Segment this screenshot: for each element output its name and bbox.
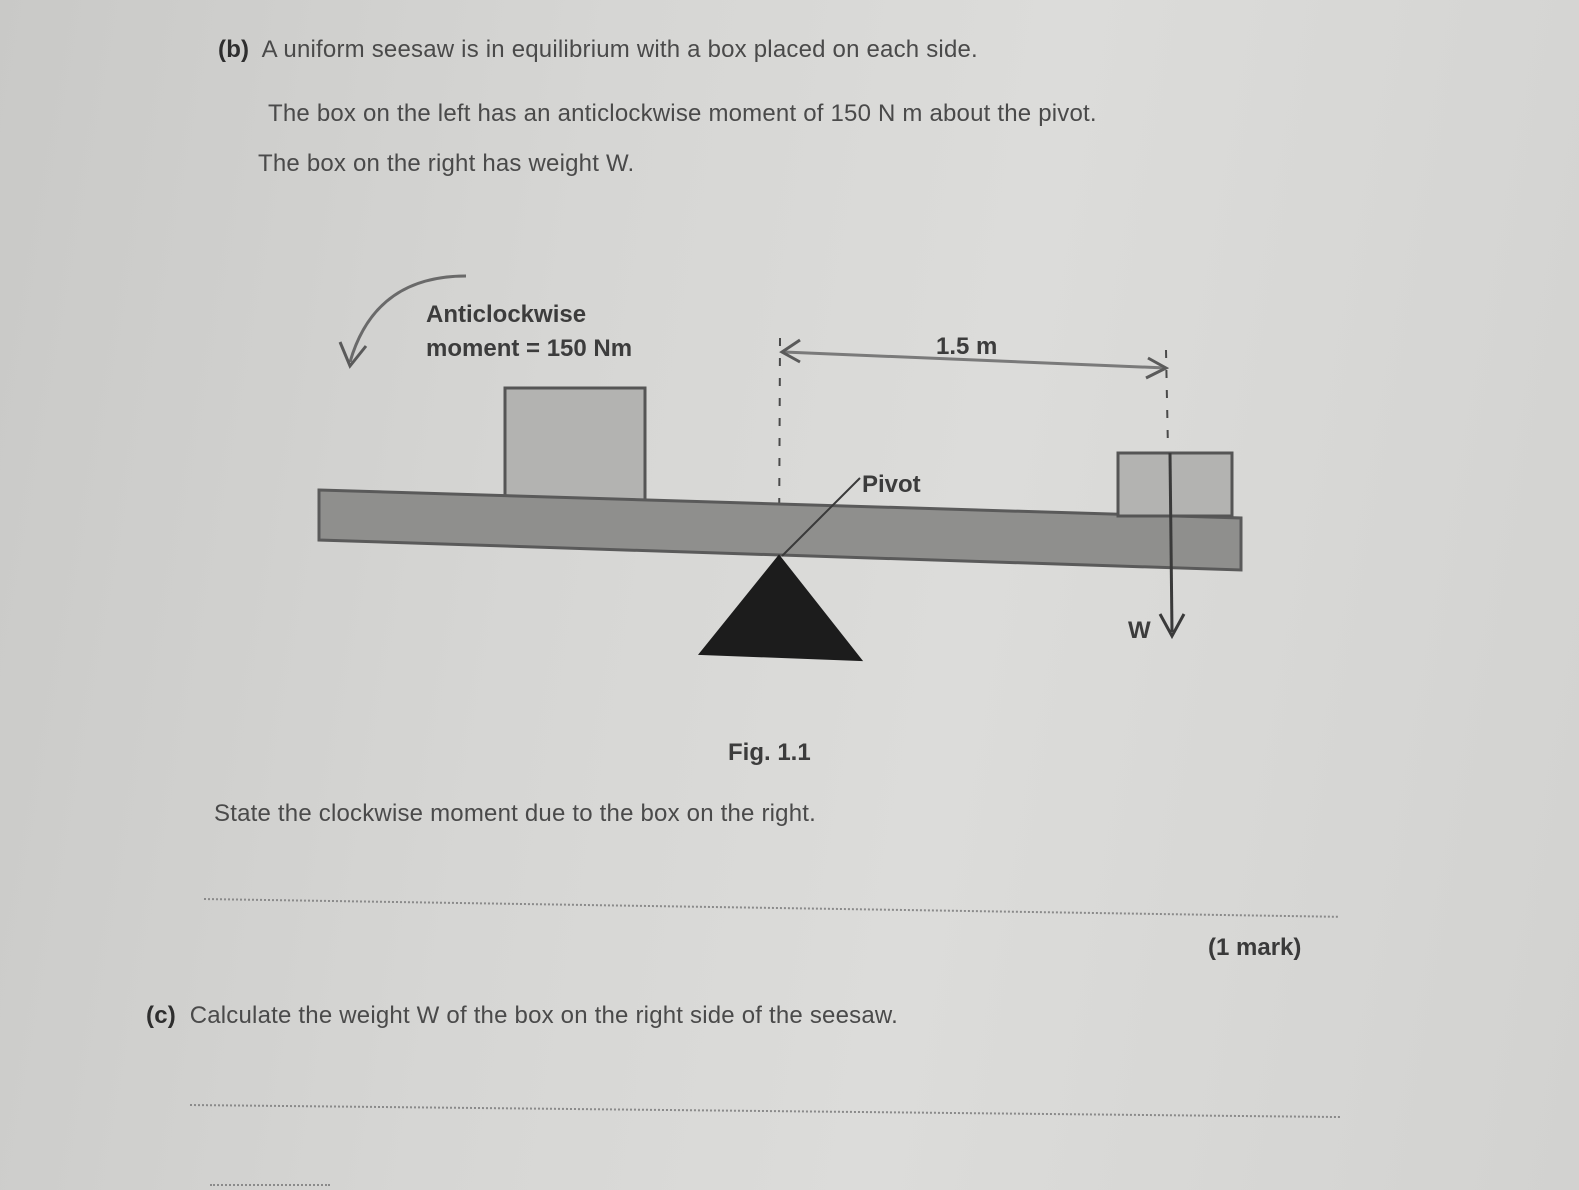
question-b-line2: The box on the left has an anticlockwise moment of 150 N m about the pivot. [268,100,1097,127]
weight-arrow-line [1170,453,1172,632]
answer-line-c-2[interactable] [210,1184,330,1186]
moment-label-line1: Anticlockwise [426,301,587,328]
pivot-label: Pivot [862,471,921,498]
question-b-label: (b) [218,36,250,63]
question-c-text: Calculate the weight W of the box on the right side of the seesaw. [189,1002,898,1029]
moment-label-line2: moment = 150 Nm [426,335,633,362]
question-b-prompt: State the clockwise moment due to the box on the right. [214,800,816,827]
right-box [1118,453,1232,516]
pivot-triangle [700,556,861,660]
weight-label: W [1128,617,1151,644]
question-b-text-1: A uniform seesaw is in equilibrium with a box placed on each side. [261,36,978,63]
question-c-label: (c) [146,1002,176,1029]
right-box-dashed-line [1166,350,1168,450]
question-c-line [146,1002,898,1030]
left-box [505,388,645,500]
distance-label: 1.5 m [936,333,998,360]
figure-caption: Fig. 1.1 [728,739,811,766]
question-b-line3: The box on the right has weight W. [258,150,635,177]
mark-allocation-b: (1 mark) [1208,934,1302,961]
